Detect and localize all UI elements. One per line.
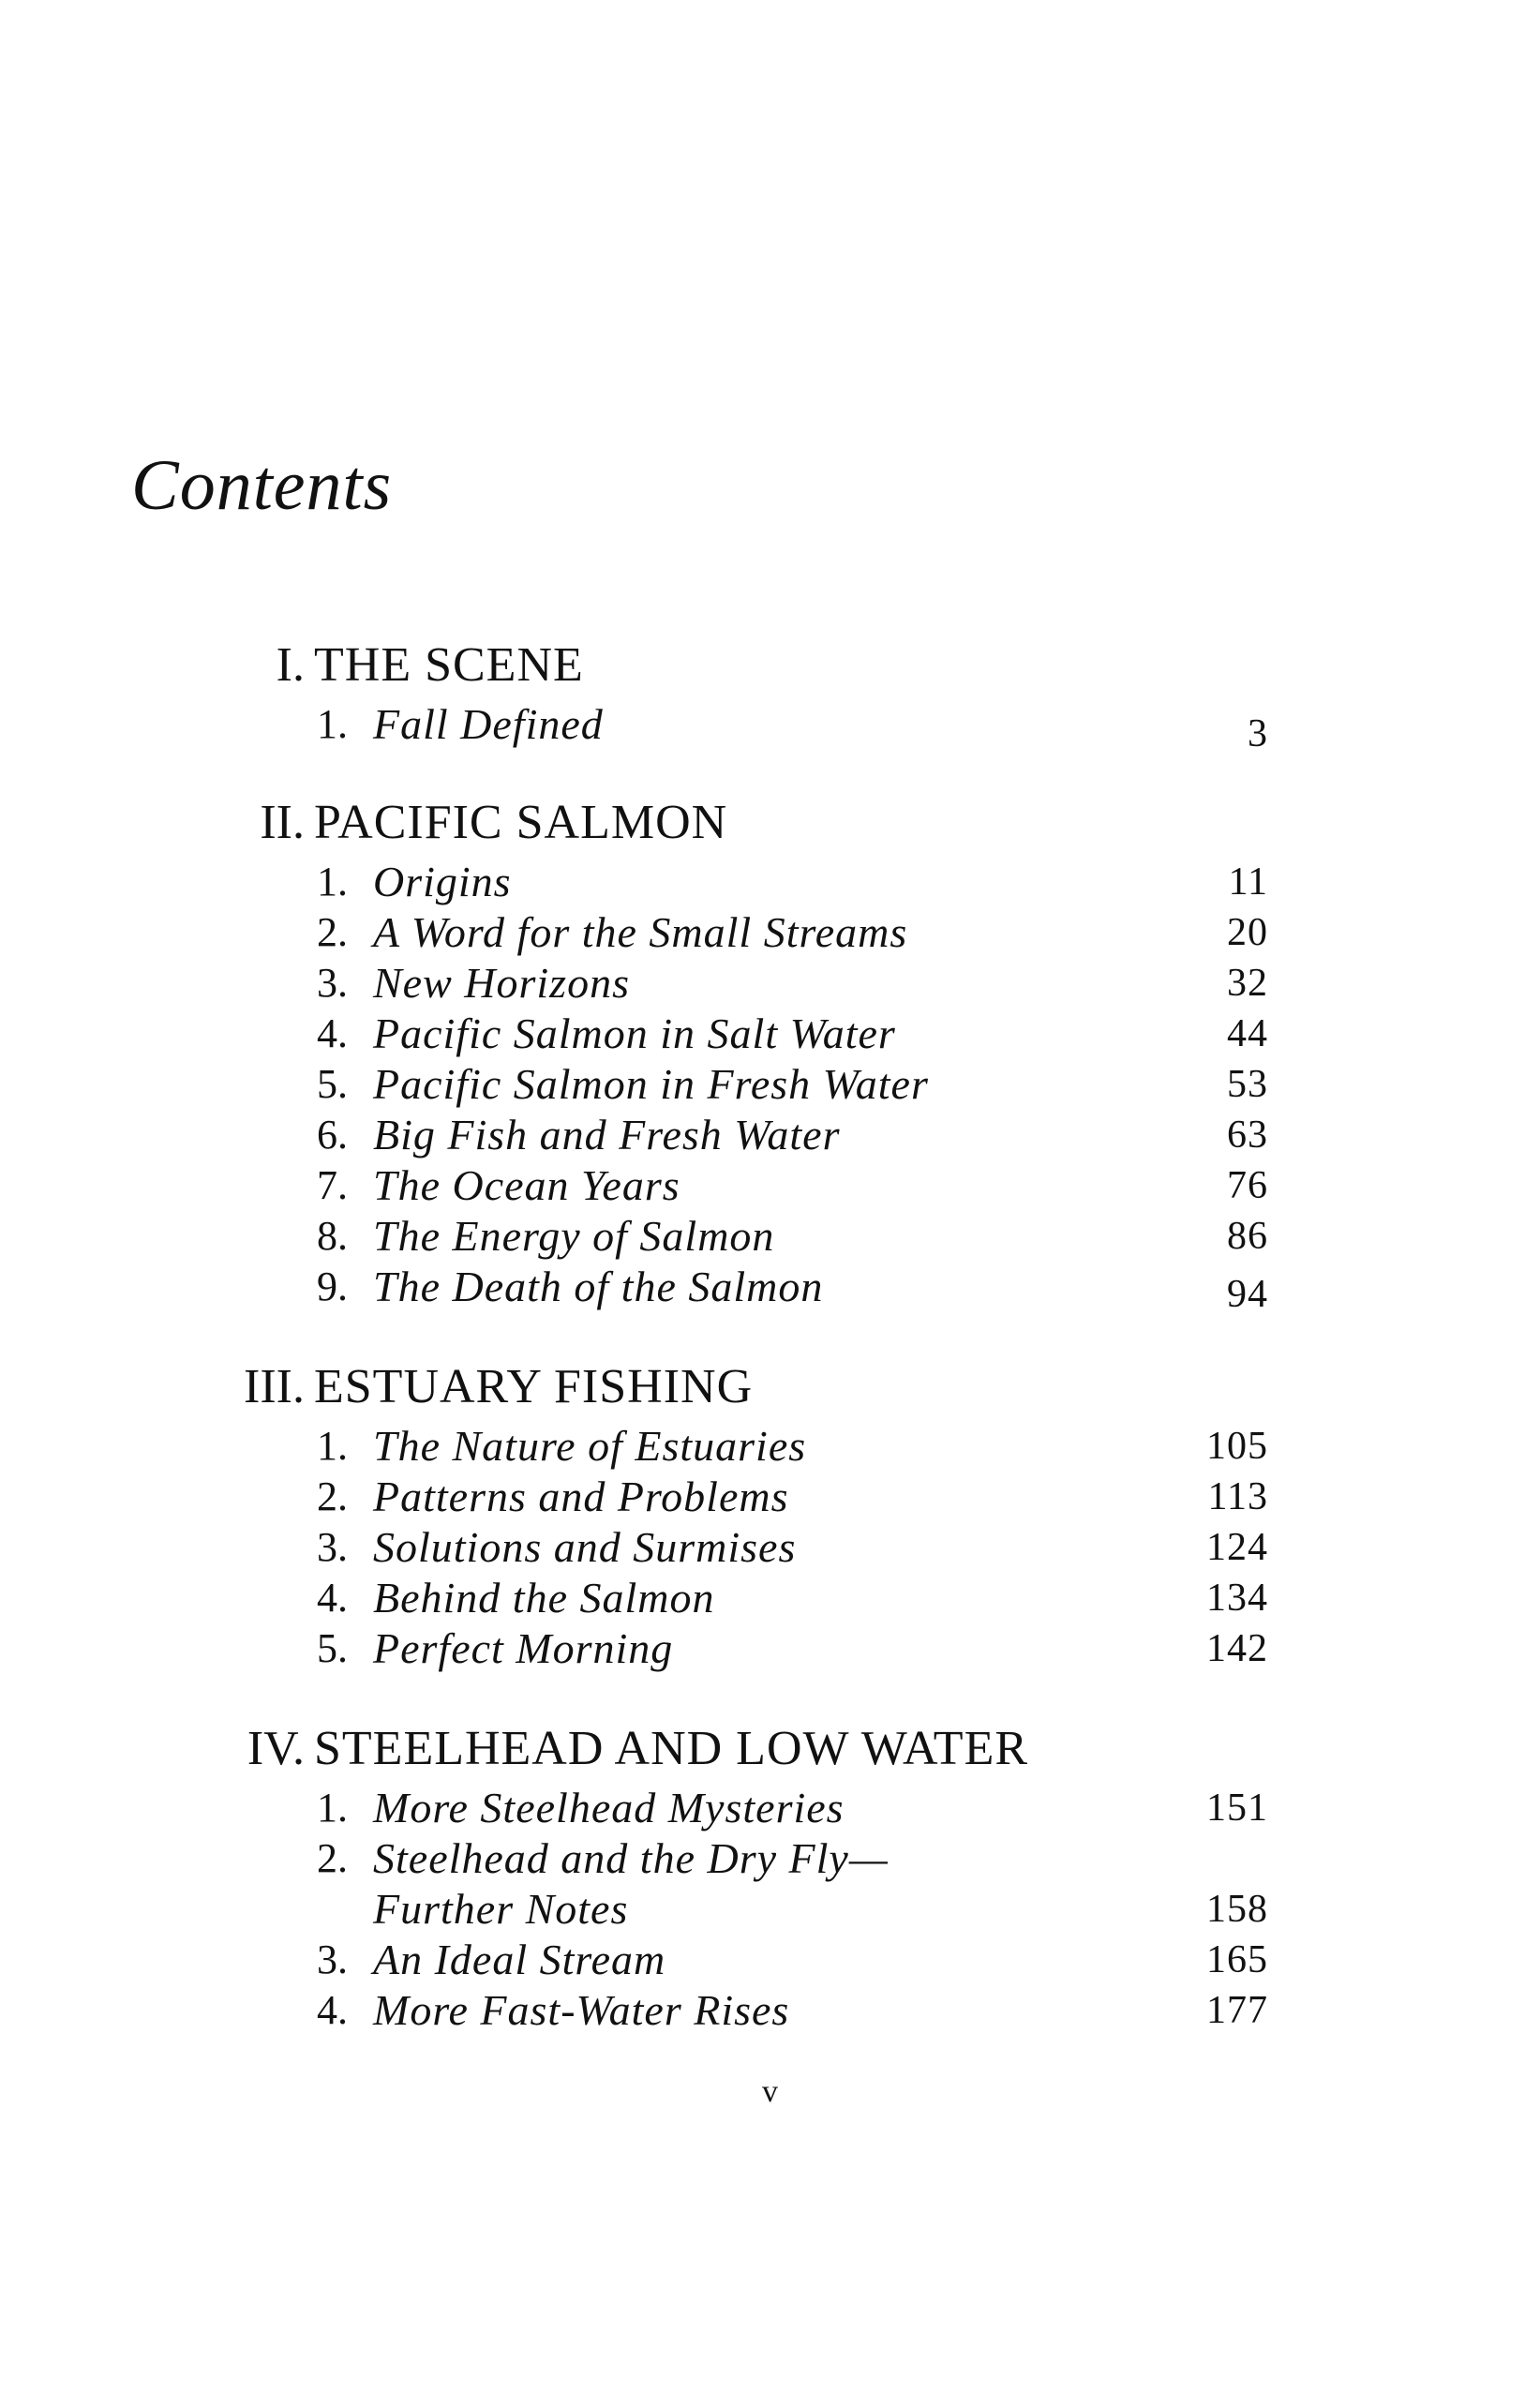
chapter-page-number: 105 bbox=[1206, 1425, 1268, 1468]
chapter-title: The Ocean Years bbox=[373, 1161, 680, 1209]
chapter-page-number: 44 bbox=[1227, 1012, 1268, 1055]
chapter-page-number: 86 bbox=[1227, 1215, 1268, 1258]
part-numeral: IV. bbox=[247, 1722, 305, 1775]
chapter-number: 6. bbox=[317, 1112, 348, 1158]
chapter-title: Pacific Salmon in Fresh Water bbox=[373, 1060, 929, 1108]
chapter-entry[interactable] bbox=[0, 1783, 1540, 1833]
chapter-number: 1. bbox=[317, 1785, 348, 1831]
chapter-page-number: 20 bbox=[1227, 911, 1268, 954]
part-title: THE SCENE bbox=[314, 638, 584, 692]
chapter-number: 2. bbox=[317, 1473, 348, 1519]
chapter-entry[interactable] bbox=[0, 1059, 1540, 1110]
chapter-entry[interactable] bbox=[0, 1110, 1540, 1160]
part-numeral: II. bbox=[260, 796, 305, 849]
chapter-number: 4. bbox=[317, 1010, 348, 1056]
chapter-page-number: 165 bbox=[1206, 1938, 1268, 1981]
chapter-entry[interactable] bbox=[0, 1573, 1540, 1623]
chapter-entry[interactable] bbox=[0, 1472, 1540, 1522]
chapter-page-number: 11 bbox=[1228, 860, 1268, 904]
chapter-page-number: 32 bbox=[1227, 962, 1268, 1005]
part-2 bbox=[0, 793, 1540, 1316]
chapter-entry[interactable] bbox=[0, 1833, 1540, 1935]
chapter-number: 2. bbox=[317, 909, 348, 955]
part-numeral: III. bbox=[244, 1360, 305, 1413]
chapter-title: More Steelhead Mysteries bbox=[373, 1784, 845, 1831]
page-title: Contents bbox=[131, 446, 393, 525]
chapter-page-number: 134 bbox=[1206, 1577, 1268, 1620]
part-numeral: I. bbox=[276, 638, 305, 692]
chapter-title: Perfect Morning bbox=[373, 1624, 674, 1672]
chapter-title: The Nature of Estuaries bbox=[373, 1422, 807, 1470]
chapter-title: A Word for the Small Streams bbox=[373, 908, 908, 956]
chapter-page-number: 158 bbox=[1206, 1888, 1268, 1931]
chapter-number: 3. bbox=[317, 1524, 348, 1570]
chapter-title: Behind the Salmon bbox=[373, 1574, 715, 1622]
chapter-page-number: 3 bbox=[1248, 712, 1268, 755]
chapter-number: 3. bbox=[317, 1936, 348, 1982]
chapter-number: 9. bbox=[317, 1263, 348, 1309]
part-title: ESTUARY FISHING bbox=[314, 1360, 754, 1413]
chapter-title: Pacific Salmon in Salt Water bbox=[373, 1009, 896, 1057]
chapter-page-number: 63 bbox=[1227, 1114, 1268, 1157]
chapter-page-number: 124 bbox=[1206, 1526, 1268, 1569]
chapter-number: 7. bbox=[317, 1162, 348, 1208]
chapter-entry[interactable] bbox=[0, 857, 1540, 907]
chapter-page-number: 151 bbox=[1206, 1787, 1268, 1830]
chapter-number: 4. bbox=[317, 1575, 348, 1621]
chapter-number: 8. bbox=[317, 1213, 348, 1259]
chapter-page-number: 76 bbox=[1227, 1164, 1268, 1207]
chapter-entry[interactable] bbox=[0, 1421, 1540, 1472]
part-4 bbox=[0, 1719, 1540, 2036]
part-heading bbox=[0, 793, 1540, 853]
chapter-title: An Ideal Stream bbox=[373, 1936, 666, 1983]
chapter-number: 4. bbox=[317, 1987, 348, 2033]
chapter-number: 1. bbox=[317, 859, 348, 904]
chapter-title-continued: Further Notes bbox=[373, 1885, 629, 1933]
chapter-title: Fall Defined bbox=[373, 700, 604, 748]
chapter-entry[interactable] bbox=[0, 958, 1540, 1009]
chapter-page-number: 113 bbox=[1207, 1475, 1268, 1518]
chapter-entry[interactable] bbox=[0, 1522, 1540, 1573]
chapter-title: Solutions and Surmises bbox=[373, 1523, 797, 1571]
chapter-page-number: 94 bbox=[1227, 1273, 1268, 1316]
chapter-title: Origins bbox=[373, 858, 512, 905]
chapter-number: 1. bbox=[317, 701, 348, 747]
part-heading bbox=[0, 635, 1540, 695]
chapter-title: New Horizons bbox=[373, 959, 630, 1007]
part-title: STEELHEAD AND LOW WATER bbox=[314, 1722, 1029, 1775]
chapter-page-number: 142 bbox=[1206, 1627, 1268, 1670]
chapter-title: More Fast-Water Rises bbox=[373, 1986, 790, 2034]
chapter-title: Steelhead and the Dry Fly— bbox=[373, 1834, 889, 1882]
chapter-number: 3. bbox=[317, 960, 348, 1006]
chapter-entry[interactable] bbox=[0, 1160, 1540, 1211]
chapter-number: 5. bbox=[317, 1061, 348, 1107]
chapter-page-number: 53 bbox=[1227, 1063, 1268, 1106]
part-title: PACIFIC SALMON bbox=[314, 796, 728, 849]
part-heading bbox=[0, 1357, 1540, 1417]
folio-page-number: v bbox=[762, 2074, 778, 2109]
part-3 bbox=[0, 1357, 1540, 1674]
chapter-entry[interactable] bbox=[0, 1623, 1540, 1674]
chapter-entry[interactable] bbox=[0, 907, 1540, 958]
part-1 bbox=[0, 635, 1540, 755]
chapter-number: 1. bbox=[317, 1423, 348, 1469]
chapter-title: The Death of the Salmon bbox=[373, 1263, 824, 1310]
part-heading bbox=[0, 1719, 1540, 1779]
chapter-title: Patterns and Problems bbox=[373, 1473, 789, 1520]
chapter-entry[interactable] bbox=[0, 699, 1540, 755]
chapter-number: 2. bbox=[317, 1835, 348, 1881]
chapter-number: 5. bbox=[317, 1625, 348, 1671]
chapter-entry[interactable] bbox=[0, 1262, 1540, 1316]
chapter-entry[interactable] bbox=[0, 1211, 1540, 1262]
chapter-entry[interactable] bbox=[0, 1985, 1540, 2036]
chapter-entry[interactable] bbox=[0, 1935, 1540, 1985]
chapter-title: The Energy of Salmon bbox=[373, 1212, 775, 1260]
chapter-entry[interactable] bbox=[0, 1009, 1540, 1059]
chapter-title: Big Fish and Fresh Water bbox=[373, 1111, 841, 1159]
chapter-page-number: 177 bbox=[1206, 1989, 1268, 2032]
